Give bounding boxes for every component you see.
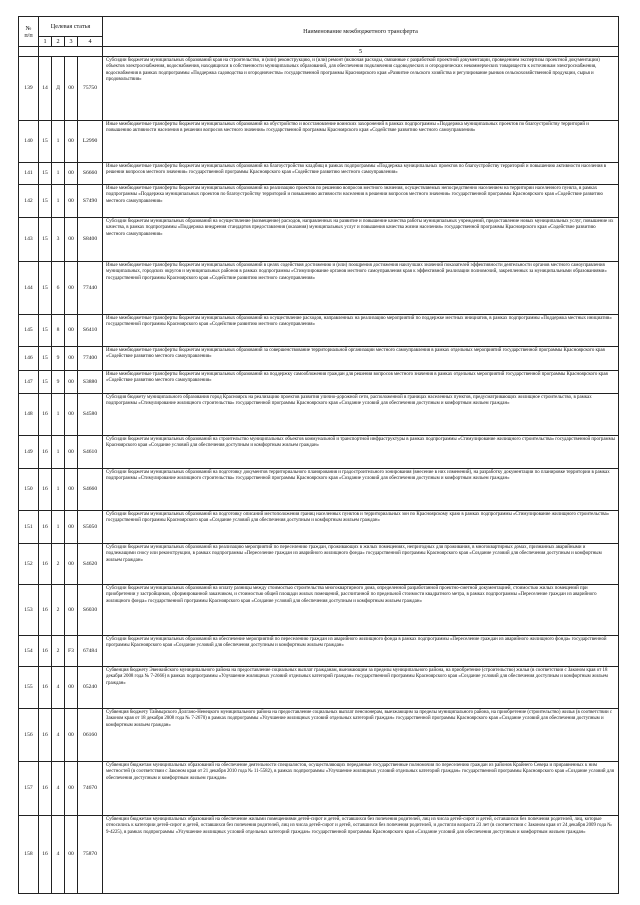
code-program: 15 <box>39 218 52 262</box>
row-number: 139 <box>19 57 39 121</box>
code-subprogram: 8 <box>52 315 65 347</box>
row-number: 143 <box>19 218 39 262</box>
header-col-1: 1 <box>39 37 52 47</box>
transfer-name: Субсидии бюджетам муниципальных образований на осуществление (возмещение) расходов, направленных на развитие и повышение качества работы муниципальных учреждений, предоставление новых муниципальных услуг, повышение их качества, в рамках подпрограммы «Поддержка внедрения стандартов предоставления (оказания) муниципальных услуг и повышения качества жизни населения» государственной программы Красноярского края «Содействие развитию местного самоуправления» <box>103 218 619 262</box>
code-segment: 00 <box>65 544 78 585</box>
code-subprogram: 4 <box>52 816 65 894</box>
code-direction: S5050 <box>78 511 103 544</box>
transfer-name: Субсидии бюджетам муниципальных образований на обеспечение мероприятий по переселению граждан из аварийного жилищного фонда в рамках подпрограммы «Переселение граждан из аварийного жилищного фонда» государственной программы Красноярского края «Создание условий для обеспечения доступным и комфортным жильем граждан» <box>103 636 619 667</box>
table-row <box>19 436 619 469</box>
code-segment: 00 <box>65 709 78 762</box>
code-segment: 00 <box>65 347 78 371</box>
header-number-sub: п/п <box>24 31 33 39</box>
header-target-article: Целевая статья <box>39 17 103 37</box>
row-number: 141 <box>19 163 39 185</box>
code-subprogram: 1 <box>52 511 65 544</box>
code-segment: 00 <box>65 218 78 262</box>
code-direction: 06160 <box>78 709 103 762</box>
code-segment: 00 <box>65 762 78 816</box>
code-subprogram: 1 <box>52 394 65 436</box>
table-row <box>19 667 619 709</box>
code-direction: S4580 <box>78 394 103 436</box>
transfer-name: Субвенции бюджетам муниципальных образований на обеспечение деятельности специалистов, осуществляющих переданные государственные полномочия по переселению граждан из районов Крайнего Севера и приравненных к ним местностей (в соответствии с Законом края от 21 декабря 2010 года № 11-5582), в рамках подпрограммы «Улучшение жилищных условий отдельных категорий граждан» государственной программы Красноярского края «Создание условий для обеспечения доступным и комфортным жильем граждан» <box>103 762 619 816</box>
code-segment: 00 <box>65 511 78 544</box>
transfer-name: Иные межбюджетные трансферты бюджетам муниципальных образований за совершенствование территориальной организации местного самоуправления в рамках отдельных мероприятий государственной программы Красноярского края «Содействие развитию местного самоуправления» <box>103 347 619 371</box>
code-direction: 74670 <box>78 762 103 816</box>
code-subprogram: 1 <box>52 185 65 218</box>
code-direction: S4660 <box>78 469 103 511</box>
code-program: 16 <box>39 636 52 667</box>
transfer-name: Субвенция бюджету Эвенкийского муниципального района на предоставление социальных выплат гражданам, выезжающим за пределы муниципального района, на приобретение (строительство) жилья (в соответствии с Законом края от 18 декабря 2008 года № 7-2666) в рамках подпрограммы «Улучшение жилищных условий отдельных категорий граждан» государственной программы Красноярского края «Создание условий для обеспечения доступным и комфортным жильем граждан» <box>103 667 619 709</box>
row-number: 140 <box>19 121 39 163</box>
code-segment: 00 <box>65 121 78 163</box>
table-row <box>19 185 619 218</box>
row-number: 144 <box>19 262 39 315</box>
row-number: 152 <box>19 544 39 585</box>
code-segment: 00 <box>65 371 78 394</box>
header-col-2: 2 <box>52 37 65 47</box>
table-row <box>19 709 619 762</box>
transfer-name: Субсидия бюджету муниципального образования город Красноярск на реализацию проектов развития улично-дорожной сети, расположенной в границах населенных пунктов, предусматривающих жилищное строительство, в рамках подпрограммы «Стимулирование жилищного строительства» государственной программы Красноярского края «Создание условий для обеспечения доступным и комфортным жильем граждан» <box>103 394 619 436</box>
row-number: 153 <box>19 585 39 636</box>
code-program: 16 <box>39 709 52 762</box>
code-segment: 00 <box>65 436 78 469</box>
code-subprogram: 2 <box>52 544 65 585</box>
code-segment: 00 <box>65 469 78 511</box>
code-subprogram: 9 <box>52 371 65 394</box>
code-subprogram: 1 <box>52 121 65 163</box>
code-program: 16 <box>39 816 52 894</box>
code-segment: 00 <box>65 262 78 315</box>
row-number: 145 <box>19 315 39 347</box>
code-direction: 05240 <box>78 667 103 709</box>
code-segment: 00 <box>65 315 78 347</box>
table-row <box>19 469 619 511</box>
row-number: 158 <box>19 816 39 894</box>
code-subprogram: 2 <box>52 585 65 636</box>
code-program: 16 <box>39 585 52 636</box>
code-direction: 75750 <box>78 57 103 121</box>
code-direction: S7490 <box>78 185 103 218</box>
table-row <box>19 636 619 667</box>
row-number: 147 <box>19 371 39 394</box>
code-subprogram: 4 <box>52 709 65 762</box>
header-col-3: 3 <box>65 37 78 47</box>
table-row <box>19 218 619 262</box>
transfer-name: Иные межбюджетные трансферты бюджетам муниципальных образований на осуществление расходов, направленных на реализацию мероприятий по поддержке местных инициатив, в рамках подпрограммы «Поддержка местных инициатив» государственной программы Красноярского края «Содействие развитию местного самоуправления» <box>103 315 619 347</box>
code-direction: S6030 <box>78 585 103 636</box>
code-direction: S6410 <box>78 315 103 347</box>
code-direction: L2990 <box>78 121 103 163</box>
code-segment: 00 <box>65 394 78 436</box>
header-transfer-name: Наименование межбюджетного трансферта <box>103 17 619 47</box>
table-row <box>19 315 619 347</box>
table-row <box>19 121 619 163</box>
code-direction: 77400 <box>78 347 103 371</box>
table-body <box>19 57 619 894</box>
transfer-name: Иные межбюджетные трансферты бюджетам муниципальных образований на обустройство и восстановление воинских захоронений в рамках подпрограммы «Поддержка муниципальных проектов по благоустройству территорий и повышению активности населения в решении вопросов местного значения» государственной программы Красноярского края «Содействие развитию местного самоуправления» <box>103 121 619 163</box>
table-row <box>19 816 619 894</box>
code-segment: 00 <box>65 57 78 121</box>
transfer-name: Иные межбюджетные трансферты бюджетам муниципальных образований на реализацию проектов по решению вопросов местного значения, осуществляемых непосредственно населением на территории населенного пункта, в рамках подпрограммы «Поддержка муниципальных проектов по благоустройству территорий и повышению активности населения в решении вопросов местного значения» государственной программы Красноярского края «Содействие развитию местного самоуправления» <box>103 185 619 218</box>
code-subprogram: 2 <box>52 636 65 667</box>
code-program: 15 <box>39 347 52 371</box>
transfer-name: Субсидии бюджетам муниципальных образований на оплату разницы между стоимостью строительства многоквартирного дома, определенной разработанной проектно-сметной документацией, стоимостью жилых помещений при приобретении у застройщиков, сформированной заказчиком, и стоимостью общей площади жилых помещений, рассчитанной по предельной стоимости квадратного метра, в рамках подпрограммы «Переселение граждан из аварийного жилищного фонда» государственной программы Красноярского края «Создание условий для обеспечения доступным и комфортным жильем граждан» <box>103 585 619 636</box>
transfer-name: Иные межбюджетные трансферты бюджетам муниципальных образований на поддержку самообложения граждан для решения вопросов местного значения в рамках отдельных мероприятий государственной программы Красноярского края «Содействие развитию местного самоуправления» <box>103 371 619 394</box>
row-number: 156 <box>19 709 39 762</box>
table-row <box>19 394 619 436</box>
code-subprogram: 1 <box>52 436 65 469</box>
code-subprogram: 1 <box>52 469 65 511</box>
table-row <box>19 511 619 544</box>
code-direction: S8400 <box>78 218 103 262</box>
code-program: 15 <box>39 185 52 218</box>
code-subprogram: 6 <box>52 262 65 315</box>
code-subprogram: Д <box>52 57 65 121</box>
code-direction: S4610 <box>78 436 103 469</box>
code-program: 15 <box>39 121 52 163</box>
row-number: 154 <box>19 636 39 667</box>
table-row <box>19 262 619 315</box>
code-subprogram: 9 <box>52 347 65 371</box>
code-subprogram: 4 <box>52 762 65 816</box>
transfer-name: Субсидии бюджетам муниципальных образований края на строительство, и (или) реконструкцию, и (или) ремонт (включая расходы, связанные с разработкой проектной документации, проведением экспертизы проектной документации) объектов электроснабжения, водоснабжения, находящихся в собственности муниципальных образований, для обеспечения подключения садоводческих и огороднических некоммерческих товариществ к источникам электроснабжения, водоснабжения в рамках подпрограммы «Поддержка садоводства и огородничества» государственной программы Красноярского края «Развитие сельского хозяйства и регулирование рынков сельскохозяйственной продукции, сырья и продовольствия» <box>103 57 619 121</box>
code-segment: F3 <box>65 636 78 667</box>
transfer-name: Субсидии бюджетам муниципальных образований на реализацию мероприятий по переселению граждан, проживающих в жилых помещениях, непригодных для проживания, в многоквартирных домах, признанных аварийными и подлежащими сносу или реконструкции, в рамках подпрограммы «Переселение граждан из аварийного жилищного фонда» государственной программы Красноярского края «Создание условий для обеспечения доступным и комфортным жильем граждан» <box>103 544 619 585</box>
row-number: 150 <box>19 469 39 511</box>
table-row <box>19 347 619 371</box>
table-row <box>19 585 619 636</box>
row-number: 142 <box>19 185 39 218</box>
header-number <box>19 17 39 47</box>
code-program: 16 <box>39 394 52 436</box>
table-row <box>19 57 619 121</box>
code-segment: 00 <box>65 585 78 636</box>
table-row <box>19 544 619 585</box>
code-program: 16 <box>39 469 52 511</box>
code-segment: 00 <box>65 816 78 894</box>
transfer-name: Иные межбюджетные трансферты бюджетам муниципальных образований на благоустройство кладбищ в рамках подпрограммы «Поддержка муниципальных проектов по благоустройству территорий и повышению активности населения в решении вопросов местного значения» государственной программы Красноярского края «Содействие развитию местного самоуправления» <box>103 163 619 185</box>
transfer-name: Субсидии бюджетам муниципальных образований на строительство муниципальных объектов коммунальной и транспортной инфраструктуры в рамках подпрограммы «Стимулирование жилищного строительства» государственной программы Красноярского края «Создание условий для обеспечения доступным и комфортным жильем граждан» <box>103 436 619 469</box>
code-program: 15 <box>39 371 52 394</box>
code-program: 16 <box>39 762 52 816</box>
row-number: 149 <box>19 436 39 469</box>
table-header <box>19 17 619 57</box>
table-row <box>19 163 619 185</box>
code-subprogram: 4 <box>52 667 65 709</box>
code-segment: 00 <box>65 163 78 185</box>
code-program: 16 <box>39 544 52 585</box>
transfers-table <box>18 16 619 894</box>
header-colnum-blank-group <box>39 47 103 57</box>
row-number: 148 <box>19 394 39 436</box>
code-subprogram: 3 <box>52 218 65 262</box>
table-row <box>19 762 619 816</box>
transfer-name: Субсидии бюджетам муниципальных образований на подготовку документов территориального планирования и градостроительного зонирования (внесение в них изменений), на разработку документации по планировке территории в рамках подпрограммы «Стимулирование жилищного строительства» государственной программы Красноярского края «Создание условий для обеспечения доступным и комфортным жильем граждан» <box>103 469 619 511</box>
code-direction: 67484 <box>78 636 103 667</box>
header-number-label: № <box>25 24 32 32</box>
code-segment: 00 <box>65 667 78 709</box>
code-direction: S6660 <box>78 163 103 185</box>
row-number: 155 <box>19 667 39 709</box>
code-program: 15 <box>39 315 52 347</box>
code-direction: S4620 <box>78 544 103 585</box>
code-program: 15 <box>39 163 52 185</box>
code-subprogram: 1 <box>52 163 65 185</box>
code-program: 16 <box>39 436 52 469</box>
table-row <box>19 371 619 394</box>
code-direction: 75870 <box>78 816 103 894</box>
header-col-5: 5 <box>103 47 619 57</box>
transfer-name: Иные межбюджетные трансферты бюджетам муниципальных образований в целях содействия достижению и (или) поощрения достижения наилучших значений показателей эффективности деятельности органов местного самоуправления муниципальных, городских округов и муниципальных районов в рамках подпрограммы «Стимулирование органов местного самоуправления края к эффективной реализации полномочий, закрепленных за муниципальными образованиями» государственной программы Красноярского края «Содействие развитию местного самоуправления» <box>103 262 619 315</box>
header-col-4: 4 <box>78 37 103 47</box>
transfer-name: Субвенции бюджетам муниципальных образований на обеспечение жилыми помещениями детей-сирот и детей, оставшихся без попечения родителей, лиц из числа детей-сирот и детей, оставшихся без попечения родителей, лиц, которые относились к категории детей-сирот и детей, оставшихся без попечения родителей, лиц из числа детей-сирот и детей, оставшихся без попечения родителей, и достигли возраста 23 лет (в соответствии с Законом края от 24 декабря 2009 года № 9-4225), в рамках подпрограммы «Улучшение жилищных условий отдельных категорий граждан» государственной программы Красноярского края «Создание условий для обеспечения доступным и комфортным жильем граждан» <box>103 816 619 894</box>
code-program: 15 <box>39 262 52 315</box>
code-direction: 77440 <box>78 262 103 315</box>
row-number: 157 <box>19 762 39 816</box>
transfer-name: Субвенция бюджету Таймырского Долгано-Ненецкого муниципального района на предоставление социальных выплат пенсионерам, выезжающим за пределы муниципального района, на приобретение (строительство) жилья (в соответствии с Законом края от 18 декабря 2008 года № 7-2670) в рамках подпрограммы «Улучшение жилищных условий отдельных категорий граждан» государственной программы Красноярского края «Создание условий для обеспечения доступным и комфортным жильем граждан» <box>103 709 619 762</box>
code-program: 16 <box>39 511 52 544</box>
row-number: 146 <box>19 347 39 371</box>
header-colnum-blank <box>19 47 39 57</box>
transfer-name: Субсидии бюджетам муниципальных образований на подготовку описаний местоположения границ населенных пунктов и территориальных зон по Красноярскому краю в рамках подпрограммы «Стимулирование жилищного строительства» государственной программы Красноярского края «Создание условий для обеспечения доступным и комфортным жильем граждан» <box>103 511 619 544</box>
code-direction: S3880 <box>78 371 103 394</box>
code-segment: 00 <box>65 185 78 218</box>
code-program: 16 <box>39 667 52 709</box>
code-program: 14 <box>39 57 52 121</box>
row-number: 151 <box>19 511 39 544</box>
